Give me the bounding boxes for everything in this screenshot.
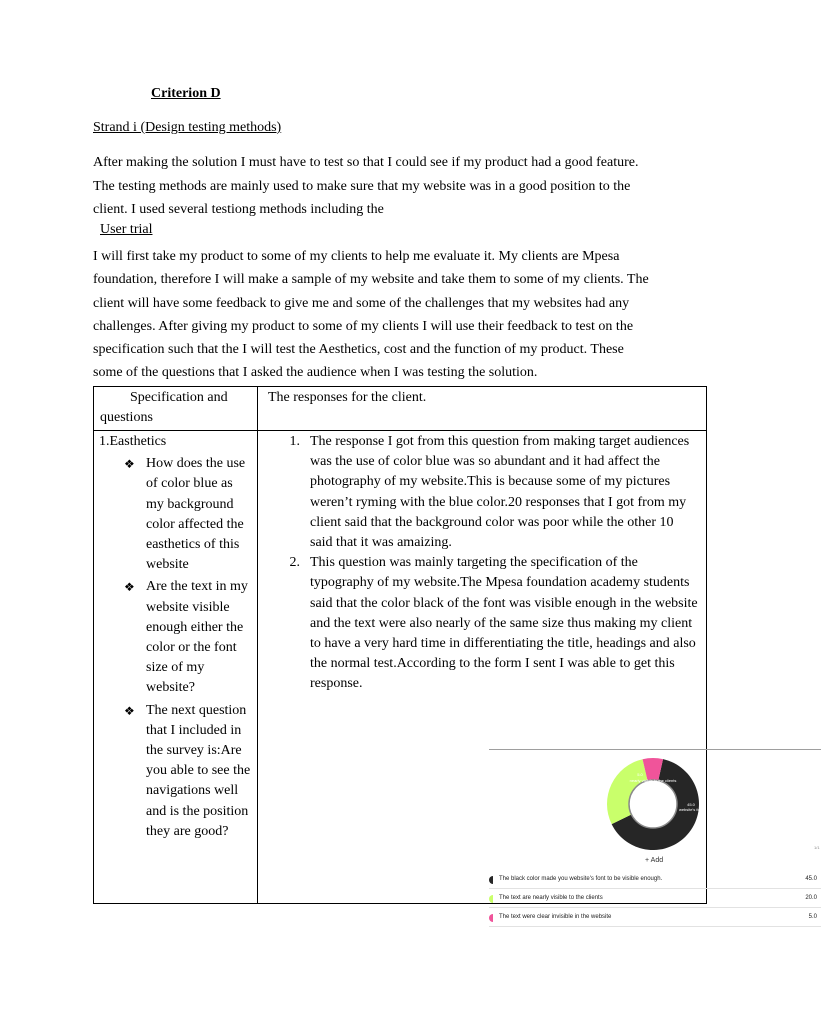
body-line: some of the questions that I asked the audience when I was testing the solution. bbox=[93, 365, 538, 381]
question-text: The next question that I included in the survey is:Are you able to see the navigations well and is the position they are good? bbox=[146, 702, 251, 839]
diamond-bullet-icon: ❖ bbox=[124, 580, 135, 595]
legend-divider bbox=[489, 926, 821, 927]
response-number: 2. bbox=[289, 555, 300, 571]
response-number: 1. bbox=[289, 434, 300, 449]
question-item bbox=[99, 577, 252, 698]
legend-swatch bbox=[489, 876, 493, 884]
donut-slice-green bbox=[607, 759, 648, 824]
response-item bbox=[258, 432, 698, 553]
response-text: This question was mainly targeting the specification of the typography of my website.The Mpesa foundation academy students said that the color black of the font was visible enough in the website and the text were also nearly of the same size thus making my client to have a very hard time in differentiating the title, headings and also the normal test.According to the form I sent I was able to get this response. bbox=[310, 555, 698, 692]
specification-table bbox=[93, 386, 820, 920]
green-slice-text-label: nearly visible to the clients bbox=[629, 778, 677, 783]
table-header-row bbox=[94, 387, 707, 431]
add-button[interactable]: + Add bbox=[645, 857, 664, 864]
strand-heading: Strand i (Design testing methods) bbox=[93, 120, 282, 135]
header-line: questions bbox=[100, 410, 153, 425]
legend-divider bbox=[489, 888, 821, 889]
diamond-bullet-icon: ❖ bbox=[124, 457, 135, 472]
response-text: The response I got from this question from making target audiences was the use of color blue was so abundant and it had affect the photography of my website.This is because some of my pictures weren’t ryming with the blue color.20 responses that I got from my client said that the background color was poor while the other 10 said that it was amaizing. bbox=[310, 434, 690, 551]
question-text: How does the use of color blue as my background color affected the easthetics of this website bbox=[146, 456, 246, 573]
survey-results-chart bbox=[489, 749, 821, 935]
question-item bbox=[99, 701, 252, 842]
category-label: 1.Easthetics bbox=[99, 434, 167, 449]
black-slice-text-label: website's font bbox=[678, 807, 704, 812]
diamond-bullet-icon: ❖ bbox=[124, 703, 135, 718]
intro-line: The testing methods are mainly used to make sure that my website was in a good position to the bbox=[93, 178, 631, 194]
intro-line: client. I used several testiong methods including the bbox=[93, 202, 384, 217]
body-line: I will first take my product to some of my clients to help me evaluate it. My clients are Mpesa bbox=[93, 249, 620, 264]
header-cell-responses: The responses for the client. bbox=[258, 387, 707, 431]
legend-label: The text were clear invisible in the website bbox=[499, 914, 612, 920]
legend-row bbox=[489, 909, 821, 927]
header-cell-specification bbox=[94, 387, 258, 431]
intro-paragraph bbox=[93, 151, 683, 222]
donut-chart bbox=[489, 749, 821, 859]
legend-value: 5.0 bbox=[808, 914, 817, 920]
body-line: foundation, therefore I will make a sample of my website and take them to some of my clients. The bbox=[93, 272, 649, 288]
page-marker: 1/1 bbox=[814, 845, 820, 850]
body-line: client will have some feedback to give me and some of the challenges that my websites had any bbox=[93, 295, 630, 311]
criterion-heading: Criterion D bbox=[151, 86, 221, 101]
question-item bbox=[99, 454, 252, 575]
intro-line: After making the solution I must have to test so that I could see if my product had a good feature. bbox=[93, 155, 639, 170]
responses-cell bbox=[258, 431, 820, 920]
body-line: specification such that the I will test the Aesthetics, cost and the function of my product. These bbox=[93, 342, 624, 358]
response-item bbox=[258, 553, 698, 694]
responses-list bbox=[258, 431, 706, 695]
user-trial-paragraph bbox=[93, 245, 693, 385]
legend-divider bbox=[489, 907, 821, 908]
pink-slice-value-label: 5.0 bbox=[637, 772, 643, 777]
table-row bbox=[94, 431, 707, 904]
legend-label: The black color made you website's font to be visible enough. bbox=[499, 876, 663, 882]
legend-swatch bbox=[489, 914, 493, 922]
legend-value: 20.0 bbox=[805, 895, 817, 901]
black-slice-value-label: 45.0 bbox=[687, 802, 695, 807]
legend-swatch bbox=[489, 895, 493, 903]
legend-row bbox=[489, 871, 821, 889]
donut-inner-ring bbox=[629, 780, 677, 828]
question-text: Are the text in my website visible enough either the color or the font size of my website? bbox=[146, 579, 248, 696]
legend-label: The text are nearly visible to the clients bbox=[499, 895, 603, 901]
body-line: challenges. After giving my product to some of my clients I will use their feedback to test on the bbox=[93, 318, 634, 334]
questions-cell bbox=[94, 431, 258, 904]
header-line: Specification and bbox=[130, 390, 228, 405]
user-trial-heading: User trial bbox=[100, 222, 153, 237]
legend-value: 45.0 bbox=[805, 876, 817, 882]
legend-row bbox=[489, 890, 821, 908]
